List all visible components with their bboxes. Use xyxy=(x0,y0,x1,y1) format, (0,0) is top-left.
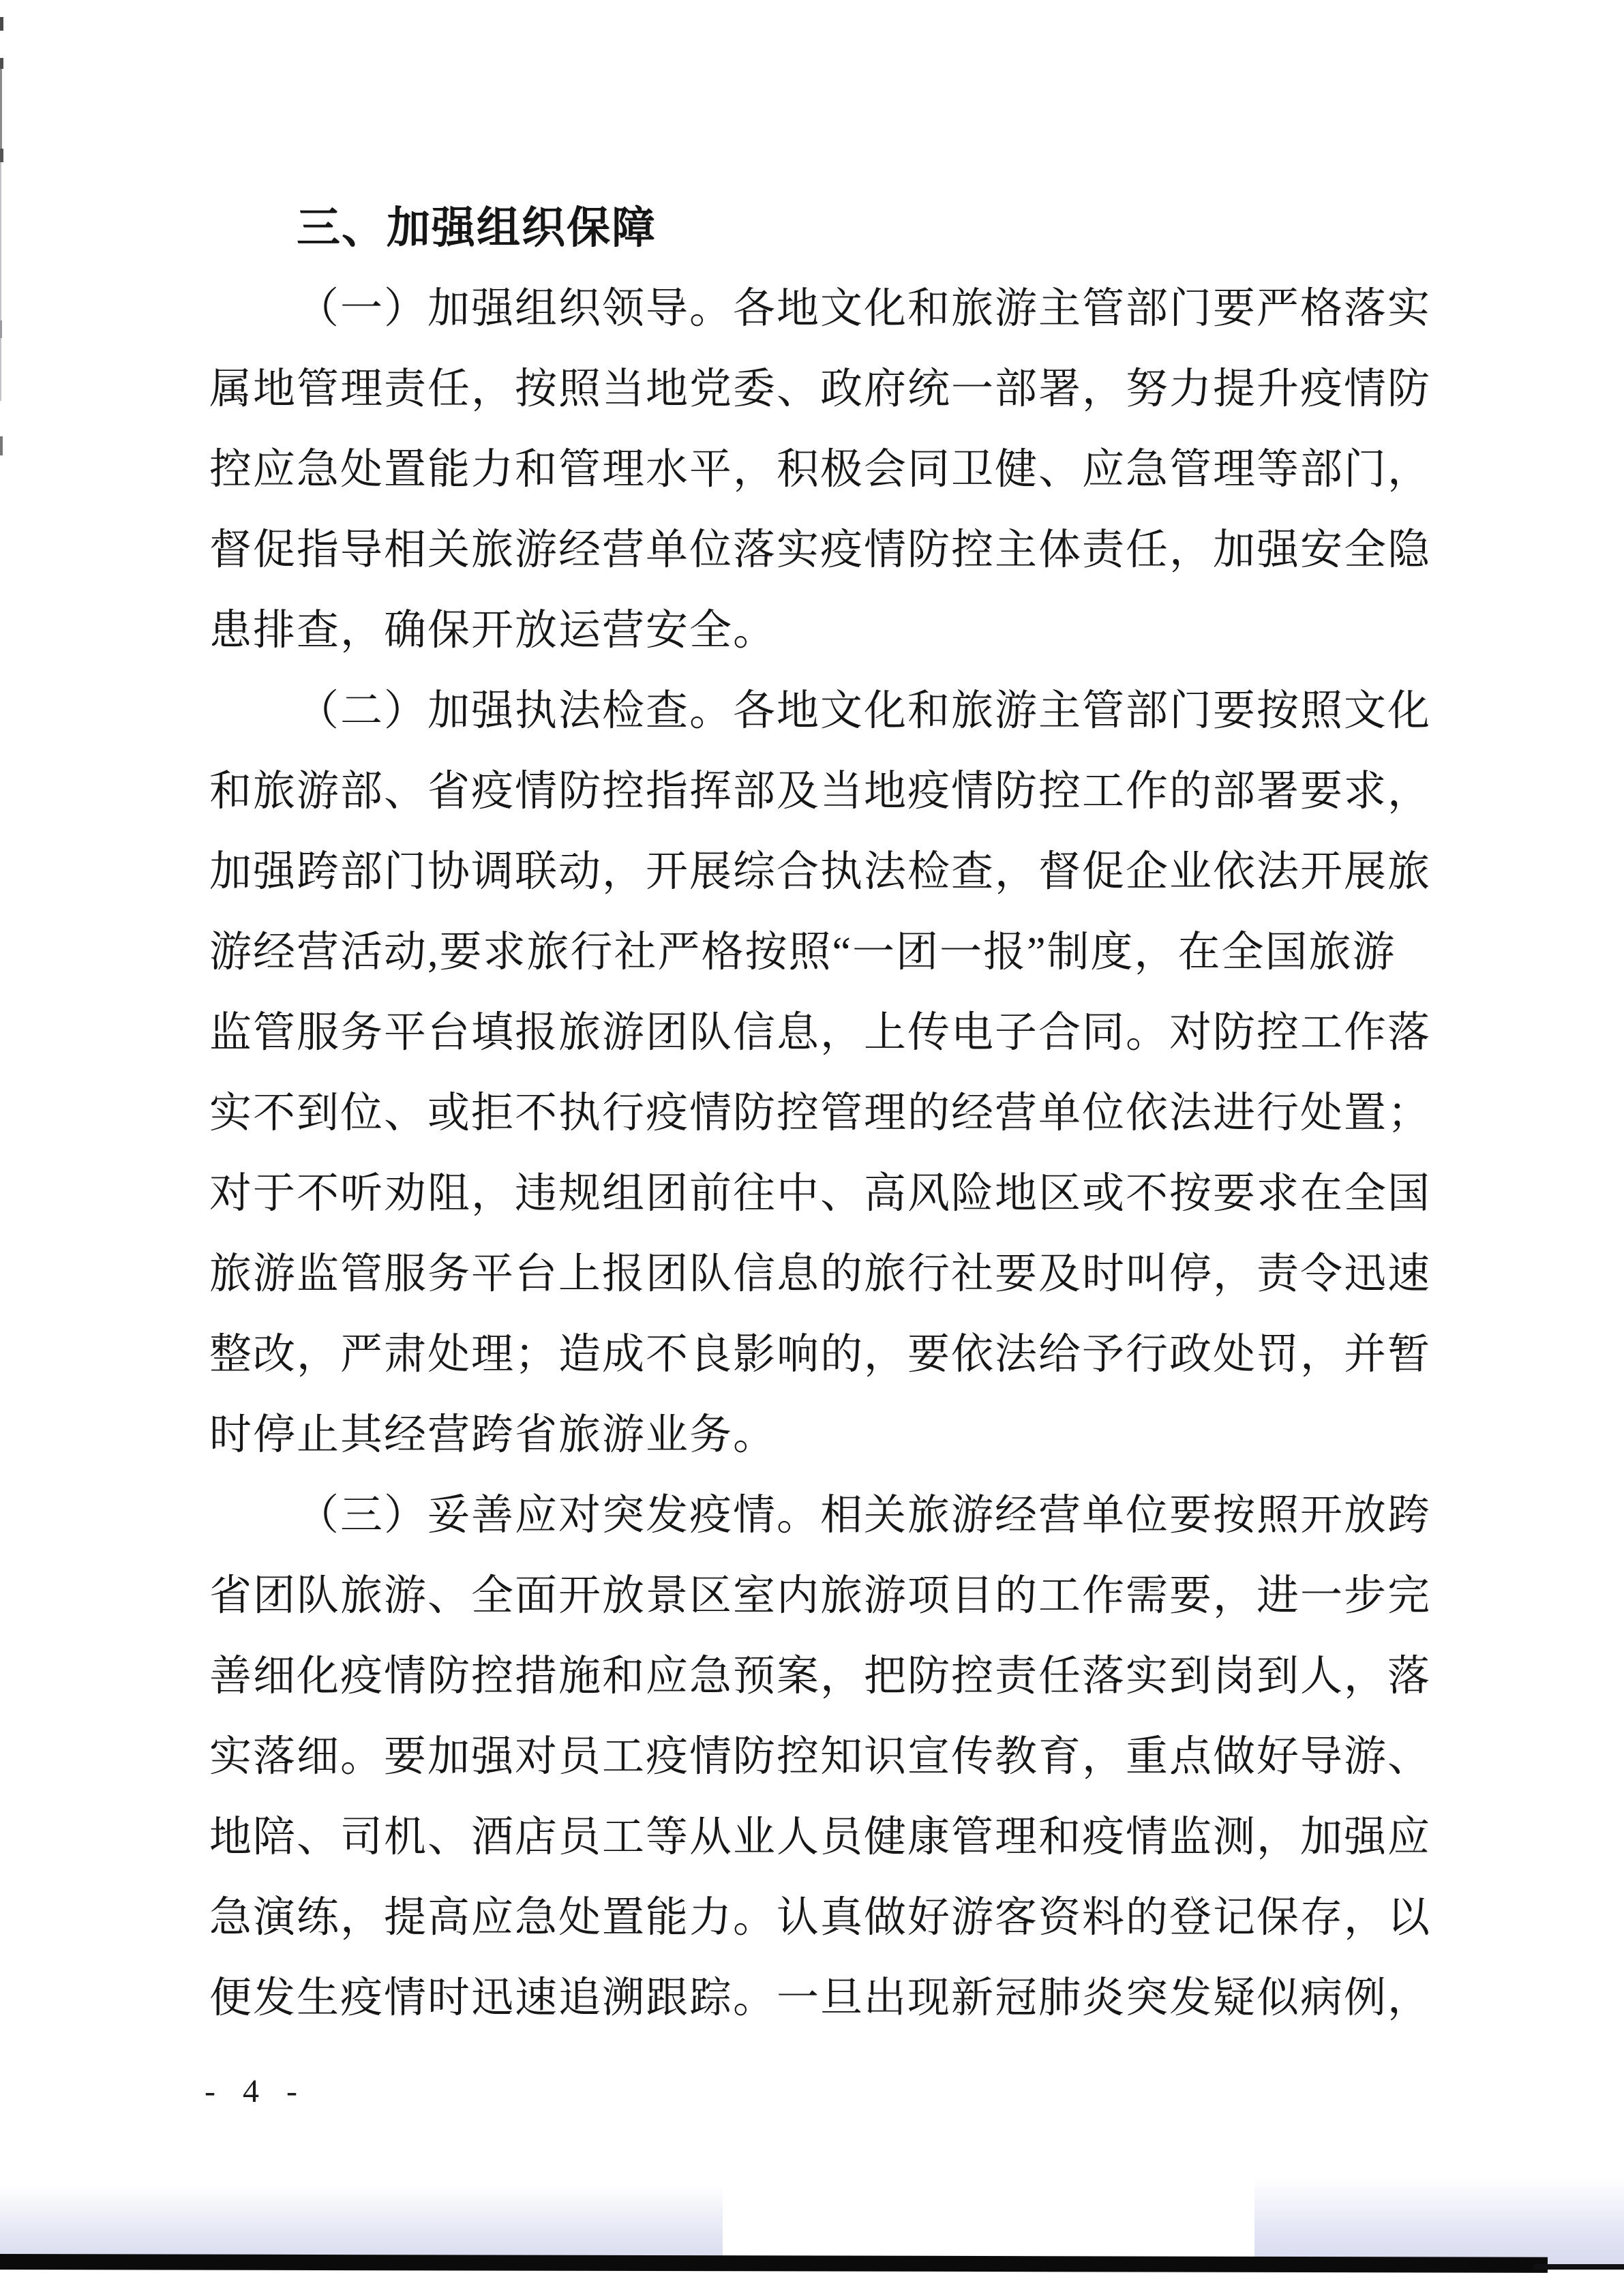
text-line: 督促指导相关旅游经营单位落实疫情防控主体责任，加强安全隐 xyxy=(209,527,1432,573)
text-line: 属地管理责任，按照当地党委、政府统一部署，努力提升疫情防 xyxy=(209,366,1432,412)
section-heading: 三、加强组织保障 xyxy=(297,204,657,252)
page-number: - 4 - xyxy=(205,2073,307,2109)
scan-edge-mark xyxy=(0,162,1,401)
document-body xyxy=(209,188,1477,2038)
scan-edge-mark xyxy=(0,320,2,338)
scan-edge-mark xyxy=(0,149,3,162)
text-line: 患排查，确保开放运营安全。 xyxy=(209,607,777,654)
text-line: （二）加强执法检查。各地文化和旅游主管部门要按照文化 xyxy=(297,688,1432,734)
text-line: 对于不听劝阻，违规组团前往中、高风险地区或不按要求在全国 xyxy=(209,1171,1432,1217)
text-line: 急演练，提高应急处置能力。认真做好游客资料的登记保存，以 xyxy=(209,1895,1432,1941)
scan-black-bar xyxy=(0,2254,1548,2273)
scan-edge-mark xyxy=(0,58,3,69)
text-line: 加强跨部门协调联动，开展综合执法检查，督促企业依法开展旅 xyxy=(209,849,1432,895)
scan-edge-mark xyxy=(0,69,2,157)
text-line: 游经营活动,要求旅行社严格按照“一团一报”制度，在全国旅游 xyxy=(209,929,1396,976)
text-line: 和旅游部、省疫情防控指挥部及当地疫情防控工作的部署要求， xyxy=(209,768,1432,815)
text-line: 省团队旅游、全面开放景区室内旅游项目的工作需要，进一步完 xyxy=(209,1573,1432,1619)
text-line: 实落细。要加强对员工疫情防控知识宣传教育，重点做好导游、 xyxy=(209,1734,1432,1780)
scan-black-bar-corner xyxy=(1534,2264,1624,2270)
scan-edge-mark xyxy=(0,436,3,455)
text-line: 地陪、司机、酒店员工等从业人员健康管理和疫情监测，加强应 xyxy=(209,1814,1432,1861)
text-line: 善细化疫情防控措施和应急预案，把防控责任落实到岗到人，落 xyxy=(209,1653,1432,1700)
text-line: 旅游监管服务平台上报团队信息的旅行社要及时叫停，责令迅速 xyxy=(209,1251,1432,1297)
scan-edge-mark xyxy=(0,17,3,31)
text-line: （三）妥善应对突发疫情。相关旅游经营单位要按照开放跨 xyxy=(297,1492,1432,1539)
text-line: （一）加强组织领导。各地文化和旅游主管部门要严格落实 xyxy=(297,286,1432,332)
scan-shadow-right xyxy=(1254,2178,1624,2270)
text-line: 控应急处置能力和管理水平，积极会同卫健、应急管理等部门， xyxy=(209,447,1432,493)
text-line: 时停止其经营跨省旅游业务。 xyxy=(209,1412,777,1458)
text-line: 监管服务平台填报旅游团队信息，上传电子合同。对防控工作落 xyxy=(209,1010,1432,1056)
text-line: 整改，严肃处理；造成不良影响的，要依法给予行政处罚，并暂 xyxy=(209,1331,1432,1378)
text-line: 实不到位、或拒不执行疫情防控管理的经营单位依法进行处置； xyxy=(209,1090,1432,1136)
text-line: 便发生疫情时迅速追溯跟踪。一旦出现新冠肺炎突发疑似病例， xyxy=(209,1975,1432,2021)
